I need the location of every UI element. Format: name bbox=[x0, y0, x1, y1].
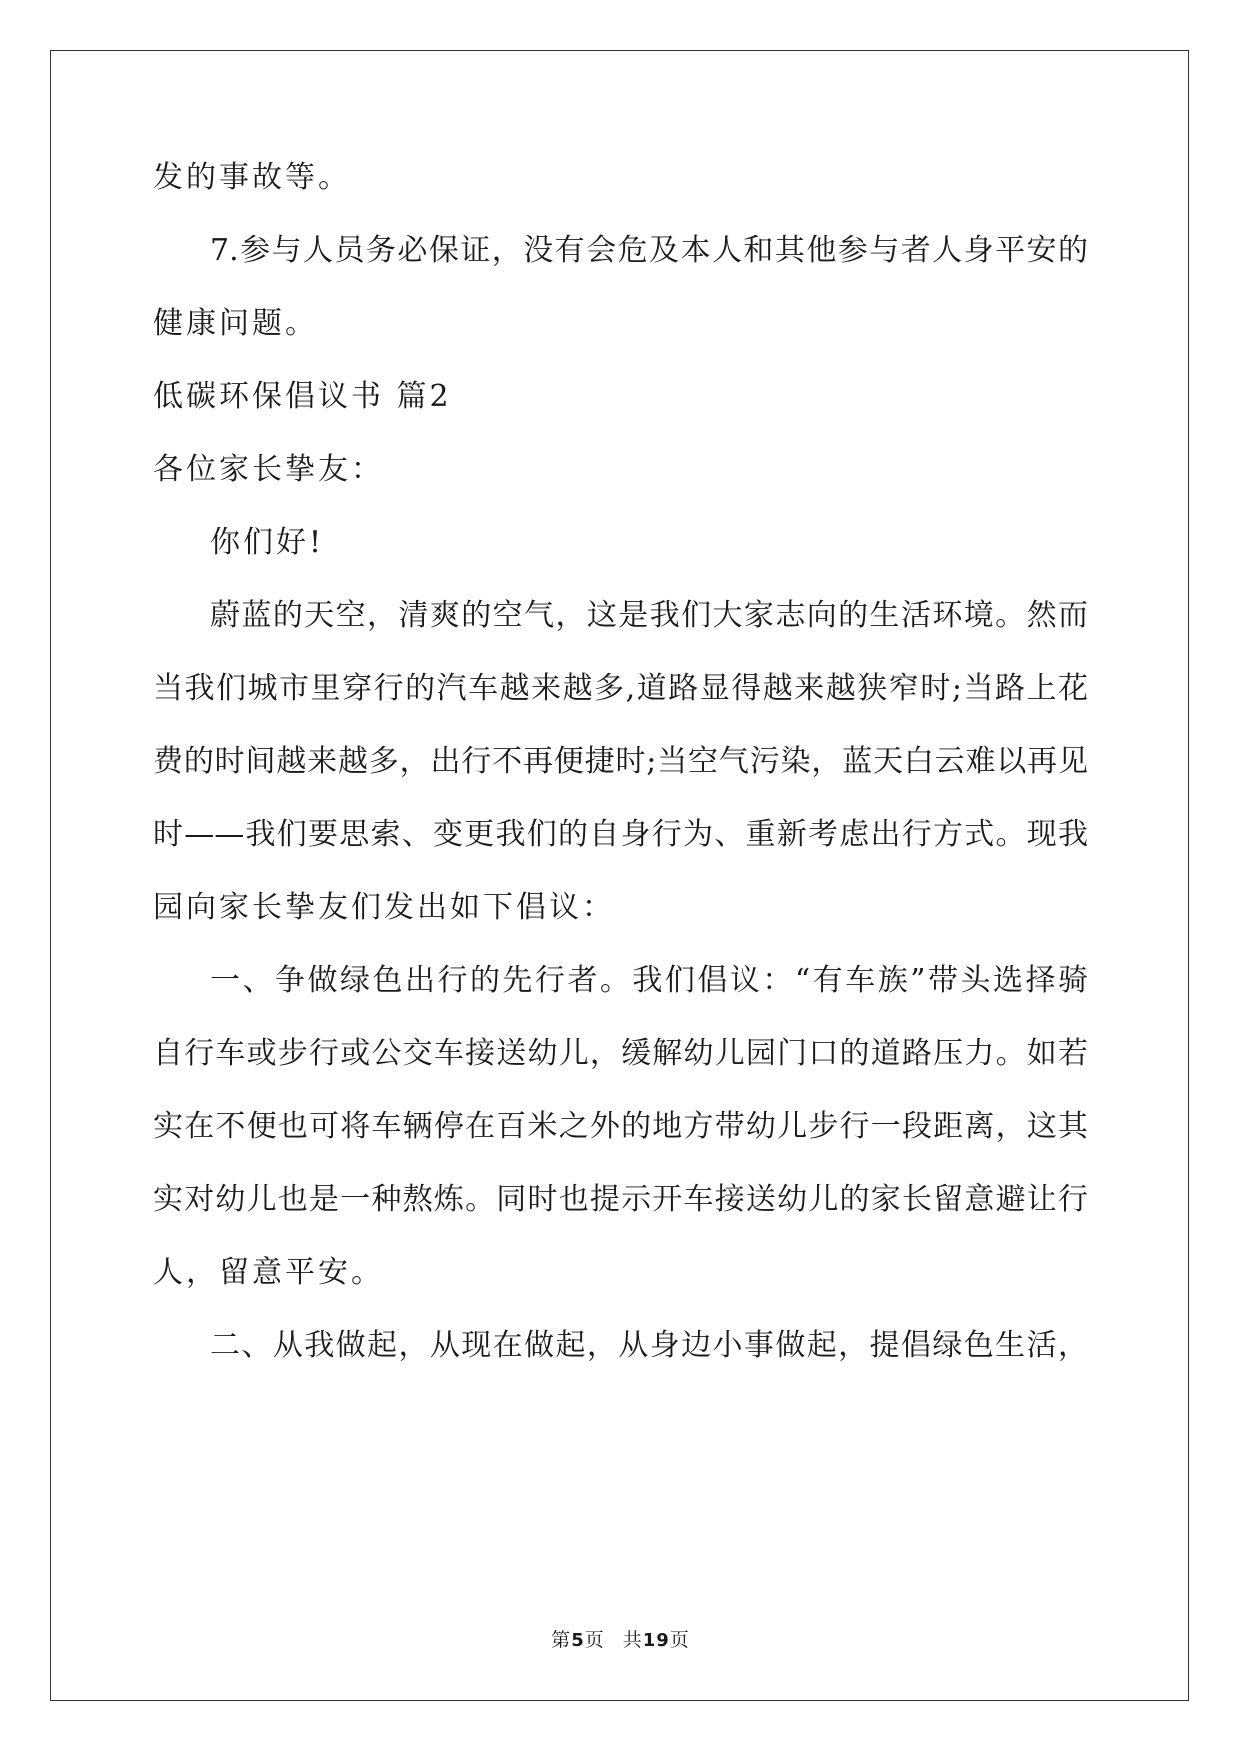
paragraph-line: 自行车或步行或公交车接送幼儿，缓解幼儿园门口的道路压力。如若 bbox=[153, 1036, 1088, 1071]
footer-total-pages: 19 bbox=[642, 1630, 670, 1651]
salutation: 各位家长挚友： bbox=[153, 452, 384, 487]
paragraph-line: 园向家长挚友们发出如下倡议： bbox=[153, 890, 615, 925]
footer-page-number: 5 bbox=[571, 1630, 585, 1651]
paragraph-line: 二、从我做起，从现在做起，从身边小事做起，提倡绿色生活， bbox=[210, 1328, 1088, 1363]
footer-page-prefix: 第 bbox=[551, 1629, 572, 1651]
paragraph-line: 蔚蓝的天空，清爽的空气，这是我们大家志向的生活环境。然而 bbox=[210, 598, 1088, 633]
footer-total-suffix: 页 bbox=[669, 1629, 690, 1651]
paragraph-line: 当我们城市里穿行的汽车越来越多,道路显得越来越狭窄时;当路上花 bbox=[153, 671, 1088, 706]
section-heading: 低碳环保倡议书 篇2 bbox=[153, 379, 452, 414]
footer-total-prefix: 共 bbox=[622, 1629, 643, 1651]
page-frame bbox=[50, 50, 1189, 1701]
greeting: 你们好! bbox=[210, 525, 325, 560]
paragraph-line: 实在不便也可将车辆停在百米之外的地方带幼儿步行一段距离，这其 bbox=[153, 1109, 1088, 1144]
text-line: 发的事故等。 bbox=[153, 160, 351, 195]
paragraph-line: 实对幼儿也是一种熬炼。同时也提示开车接送幼儿的家长留意避让行 bbox=[153, 1182, 1088, 1217]
paragraph-line: 时——我们要思索、变更我们的自身行为、重新考虑出行方式。现我 bbox=[153, 817, 1088, 852]
paragraph-line: 一、争做绿色出行的先行者。我们倡议：“有车族”带头选择骑 bbox=[210, 963, 1088, 998]
paragraph-line: 人，留意平安。 bbox=[153, 1255, 384, 1290]
text-line: 健康问题。 bbox=[153, 306, 318, 341]
paragraph-line: 费的时间越来越多，出行不再便捷时;当空气污染，蓝天白云难以再见 bbox=[153, 744, 1088, 779]
footer-page-suffix: 页 bbox=[584, 1629, 605, 1651]
page-footer bbox=[0, 1628, 1241, 1653]
paragraph-line: 7.参与人员务必保证，没有会危及本人和其他参与者人身平安的 bbox=[210, 233, 1088, 268]
